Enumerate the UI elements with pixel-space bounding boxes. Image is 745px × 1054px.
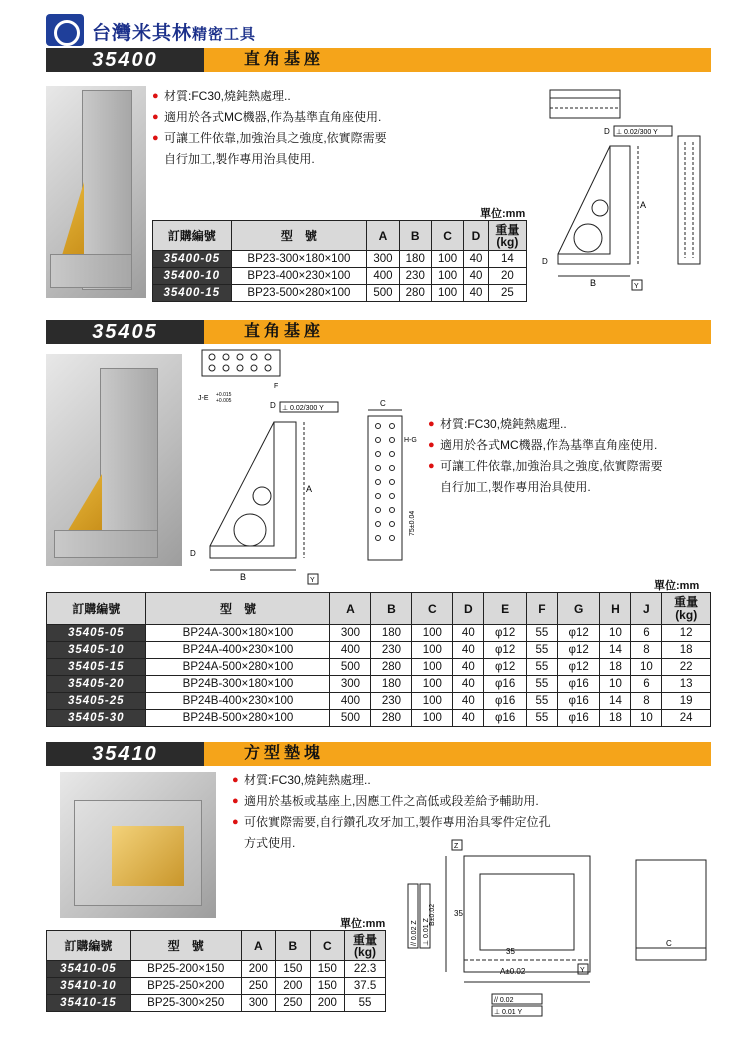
col-c: C [412, 593, 453, 625]
feature-item [428, 414, 663, 435]
table-cell: φ16 [557, 710, 600, 727]
drawing-label: +0.015 [216, 392, 232, 398]
section-title: 直角基座 [204, 48, 711, 72]
drawing-label: // 0.02 [494, 997, 514, 1004]
table-cell: 150 [310, 961, 345, 978]
drawing-label: Z [454, 843, 459, 850]
table-cell: 14 [488, 251, 526, 268]
feature-text: 可讓工件依靠,加強治具之強度,依實際需要 [164, 131, 387, 145]
feature-item [232, 770, 551, 791]
feature-item [152, 128, 387, 149]
col-weight: 重量 (kg) [662, 593, 711, 625]
table-cell: 150 [276, 961, 311, 978]
table-cell: 280 [399, 285, 431, 302]
table-cell: φ12 [484, 642, 527, 659]
drawing-label: A±0.02 [500, 967, 526, 976]
drawing-label: F [274, 383, 279, 390]
table-cell: BP24B-500×280×100 [146, 710, 330, 727]
table-cell: φ12 [484, 659, 527, 676]
feature-item-continued: 自行加工,製作專用治具使用. [164, 152, 315, 166]
col-b: B [276, 931, 311, 961]
table-cell: BP23-500×280×100 [231, 285, 367, 302]
table-cell: 230 [399, 268, 431, 285]
table-cell: 100 [412, 693, 453, 710]
feature-text: 材質:FC30,燒鈍熱處理.. [440, 417, 567, 431]
table-cell: BP23-400×230×100 [231, 268, 367, 285]
company-name-main: 台灣米其林 [92, 23, 193, 44]
table-cell: BP25-250×200 [130, 978, 241, 995]
feature-item [152, 86, 387, 107]
drawing-label: D [604, 127, 610, 136]
table-cell: 40 [464, 268, 488, 285]
technical-drawing-35400 [528, 86, 718, 296]
table-cell: 200 [310, 995, 345, 1012]
drawing-label: B [240, 572, 247, 582]
feature-text: 適用於各式MC機器,作為基準直角座使用. [164, 110, 382, 124]
drawing-label: B [590, 278, 597, 288]
col-j: J [631, 593, 662, 625]
table-cell: 230 [371, 642, 412, 659]
table-cell: 100 [431, 251, 463, 268]
section-bar-35400 [46, 48, 711, 72]
technical-drawing-35410 [396, 830, 716, 1020]
drawing-label: Y [634, 283, 639, 290]
unit-label: 單位:mm [654, 580, 700, 592]
table-cell: φ12 [557, 642, 600, 659]
table-row [47, 659, 711, 676]
section-bar-35410 [46, 742, 711, 766]
table-cell: 8 [631, 642, 662, 659]
col-model: 型 號 [130, 931, 241, 961]
bullet-icon: ● [152, 111, 159, 123]
table-row [153, 251, 527, 268]
table-header-row [47, 931, 386, 961]
drawing-label: J-E [198, 395, 209, 402]
drawing-label: Y [580, 967, 585, 974]
table-cell: 55 [526, 659, 557, 676]
table-cell: 14 [600, 693, 631, 710]
table-cell: 13 [662, 676, 711, 693]
table-row [47, 995, 386, 1012]
table-cell: φ16 [557, 693, 600, 710]
feature-text: 可讓工件依靠,加強治具之強度,依實際需要 [440, 459, 663, 473]
table-cell: 400 [330, 693, 371, 710]
drawing-label: ⊥ 0.02/300 Y [282, 405, 324, 412]
drawing-label: D [190, 549, 196, 558]
table-cell: 250 [276, 995, 311, 1012]
table-cell: 300 [241, 995, 276, 1012]
unit-label: 單位:mm [480, 208, 526, 220]
table-cell: 40 [453, 693, 484, 710]
table-cell: 6 [631, 676, 662, 693]
col-c: C [310, 931, 345, 961]
table-cell: BP24A-400×230×100 [146, 642, 330, 659]
table-cell: 100 [412, 710, 453, 727]
order-number-cell: 35400-05 [153, 251, 232, 268]
table-cell: 100 [412, 659, 453, 676]
table-cell: 100 [412, 642, 453, 659]
table-cell: 10 [600, 676, 631, 693]
spec-table-35410 [46, 930, 386, 1012]
section-title: 方型墊塊 [204, 742, 711, 766]
table-cell: 500 [330, 659, 371, 676]
table-header-row [47, 593, 711, 625]
table-cell: 55 [526, 642, 557, 659]
bullet-icon: ● [428, 418, 435, 430]
table-cell: 500 [367, 285, 399, 302]
table-cell: 250 [241, 978, 276, 995]
drawing-label: ⊥ 0.01 Z [423, 918, 430, 946]
table-header-row [153, 221, 527, 251]
feature-text: 適用於基板或基座上,因應工件之高低或段差給予輔助用. [244, 794, 539, 808]
col-model: 型 號 [231, 221, 367, 251]
table-cell: 37.5 [345, 978, 386, 995]
table-cell: φ12 [557, 625, 600, 642]
table-cell: φ16 [484, 676, 527, 693]
table-cell: 100 [412, 625, 453, 642]
table-cell: 400 [367, 268, 399, 285]
bullet-icon: ● [428, 460, 435, 472]
drawing-label: D [542, 257, 548, 266]
table-row [47, 676, 711, 693]
feature-text: 材質:FC30,燒鈍熱處理.. [164, 89, 291, 103]
order-number-cell: 35405-25 [47, 693, 146, 710]
spec-table-35400 [152, 220, 527, 302]
table-cell: 55 [526, 693, 557, 710]
table-row [47, 625, 711, 642]
col-b: B [399, 221, 431, 251]
table-row [47, 961, 386, 978]
table-cell: 55 [526, 710, 557, 727]
order-number-cell: 35400-15 [153, 285, 232, 302]
feature-item-continued: 方式使用. [244, 836, 296, 850]
table-cell: 22 [662, 659, 711, 676]
table-row [47, 642, 711, 659]
table-cell: 18 [600, 710, 631, 727]
drawing-label: +0.005 [216, 398, 232, 404]
section-code: 35400 [46, 48, 204, 72]
table-cell: 180 [371, 676, 412, 693]
col-order-no: 訂購編號 [47, 931, 131, 961]
table-cell: 8 [631, 693, 662, 710]
table-row [47, 710, 711, 727]
table-cell: 10 [631, 710, 662, 727]
feature-item [232, 791, 551, 812]
col-h: H [600, 593, 631, 625]
table-cell: 500 [330, 710, 371, 727]
table-cell: BP24A-300×180×100 [146, 625, 330, 642]
col-weight: 重量 (kg) [488, 221, 526, 251]
col-g: G [557, 593, 600, 625]
table-cell: 55 [526, 676, 557, 693]
col-weight: 重量 (kg) [345, 931, 386, 961]
table-cell: 300 [330, 676, 371, 693]
table-cell: 200 [241, 961, 276, 978]
table-cell: 20 [488, 268, 526, 285]
col-c: C [431, 221, 463, 251]
drawing-label: B±0.02 [429, 903, 436, 926]
bullet-icon: ● [152, 90, 159, 102]
table-cell: 10 [631, 659, 662, 676]
col-order-no: 訂購編號 [153, 221, 232, 251]
company-logo [46, 14, 84, 46]
table-cell: 40 [453, 625, 484, 642]
col-f: F [526, 593, 557, 625]
table-cell: BP24B-300×180×100 [146, 676, 330, 693]
order-number-cell: 35405-20 [47, 676, 146, 693]
bullet-icon: ● [232, 816, 239, 828]
table-row [47, 978, 386, 995]
unit-label: 單位:mm [340, 918, 386, 930]
table-cell: 400 [330, 642, 371, 659]
order-number-cell: 35405-05 [47, 625, 146, 642]
table-cell: 100 [431, 268, 463, 285]
table-cell: 40 [453, 642, 484, 659]
order-number-cell: 35410-10 [47, 978, 131, 995]
company-name [92, 18, 256, 45]
drawing-label: A [306, 484, 313, 494]
product-photo-35410 [60, 772, 216, 918]
table-cell: 55 [345, 995, 386, 1012]
table-row [153, 285, 527, 302]
table-cell: 300 [367, 251, 399, 268]
table-cell: BP24B-400×230×100 [146, 693, 330, 710]
drawing-label: C [380, 399, 386, 408]
table-cell: 18 [662, 642, 711, 659]
order-number-cell: 35400-10 [153, 268, 232, 285]
table-cell: 40 [464, 251, 488, 268]
table-row [153, 268, 527, 285]
drawing-label: 35 [454, 909, 463, 918]
drawing-label: A [640, 200, 647, 210]
feature-list-35400 [152, 86, 387, 170]
col-d: D [464, 221, 488, 251]
table-cell: 10 [600, 625, 631, 642]
table-cell: 24 [662, 710, 711, 727]
table-cell: 180 [371, 625, 412, 642]
section-bar-35405 [46, 320, 711, 344]
feature-item [428, 435, 663, 456]
table-cell: 12 [662, 625, 711, 642]
col-order-no: 訂購編號 [47, 593, 146, 625]
feature-item-continued: 自行加工,製作專用治具使用. [440, 480, 591, 494]
technical-drawing-35405 [188, 346, 428, 586]
table-cell: 300 [330, 625, 371, 642]
order-number-cell: 35410-05 [47, 961, 131, 978]
table-cell: 230 [371, 693, 412, 710]
drawing-label: H-G [404, 437, 417, 444]
drawing-label: ⊥ 0.01 Y [494, 1009, 523, 1016]
table-cell: 55 [526, 625, 557, 642]
table-cell: BP23-300×180×100 [231, 251, 367, 268]
table-cell: 14 [600, 642, 631, 659]
table-cell: φ16 [484, 710, 527, 727]
table-cell: 280 [371, 659, 412, 676]
table-cell: 100 [412, 676, 453, 693]
table-cell: 40 [453, 659, 484, 676]
feature-list-35405 [428, 414, 663, 498]
drawing-label: C [666, 939, 672, 948]
table-cell: 6 [631, 625, 662, 642]
col-b: B [371, 593, 412, 625]
company-name-sub: 精密工具 [192, 26, 257, 43]
col-a: A [330, 593, 371, 625]
bullet-icon: ● [232, 774, 239, 786]
order-number-cell: 35405-30 [47, 710, 146, 727]
table-cell: 25 [488, 285, 526, 302]
table-cell: 22.3 [345, 961, 386, 978]
feature-item [428, 456, 663, 477]
table-cell: φ12 [557, 659, 600, 676]
col-a: A [241, 931, 276, 961]
bullet-icon: ● [428, 439, 435, 451]
table-cell: 100 [431, 285, 463, 302]
order-number-cell: 35405-10 [47, 642, 146, 659]
col-a: A [367, 221, 399, 251]
table-cell: BP24A-500×280×100 [146, 659, 330, 676]
spec-table-35405 [46, 592, 711, 727]
order-number-cell: 35410-15 [47, 995, 131, 1012]
feature-text: 材質:FC30,燒鈍熱處理.. [244, 773, 371, 787]
table-cell: 40 [453, 710, 484, 727]
col-model: 型 號 [146, 593, 330, 625]
product-photo-35405 [46, 354, 182, 566]
table-cell: BP25-300×250 [130, 995, 241, 1012]
order-number-cell: 35405-15 [47, 659, 146, 676]
feature-item [152, 107, 387, 128]
table-cell: φ12 [484, 625, 527, 642]
table-row [47, 693, 711, 710]
section-code: 35410 [46, 742, 204, 766]
product-photo-35400 [46, 86, 146, 298]
col-e: E [484, 593, 527, 625]
table-cell: 18 [600, 659, 631, 676]
table-cell: 40 [464, 285, 488, 302]
table-cell: 180 [399, 251, 431, 268]
table-cell: 200 [276, 978, 311, 995]
col-d: D [453, 593, 484, 625]
drawing-label: ⊥ 0.02/300 Y [616, 129, 658, 136]
table-cell: BP25-200×150 [130, 961, 241, 978]
feature-text: 適用於各式MC機器,作為基準直角座使用. [440, 438, 658, 452]
table-cell: φ16 [484, 693, 527, 710]
section-code: 35405 [46, 320, 204, 344]
section-title: 直角基座 [204, 320, 711, 344]
feature-text: 可依實際需要,自行鑽孔攻牙加工,製作專用治具零件定位孔 [244, 815, 551, 829]
table-cell: 280 [371, 710, 412, 727]
table-cell: 40 [453, 676, 484, 693]
table-cell: φ16 [557, 676, 600, 693]
table-cell: 150 [310, 978, 345, 995]
bullet-icon: ● [232, 795, 239, 807]
drawing-label: // 0.02 Z [411, 920, 418, 946]
drawing-label: 35 [506, 947, 515, 956]
table-cell: 19 [662, 693, 711, 710]
drawing-label: Y [310, 577, 315, 584]
bullet-icon: ● [152, 132, 159, 144]
drawing-label: D [270, 401, 276, 410]
drawing-label: 75±0.04 [409, 510, 416, 536]
